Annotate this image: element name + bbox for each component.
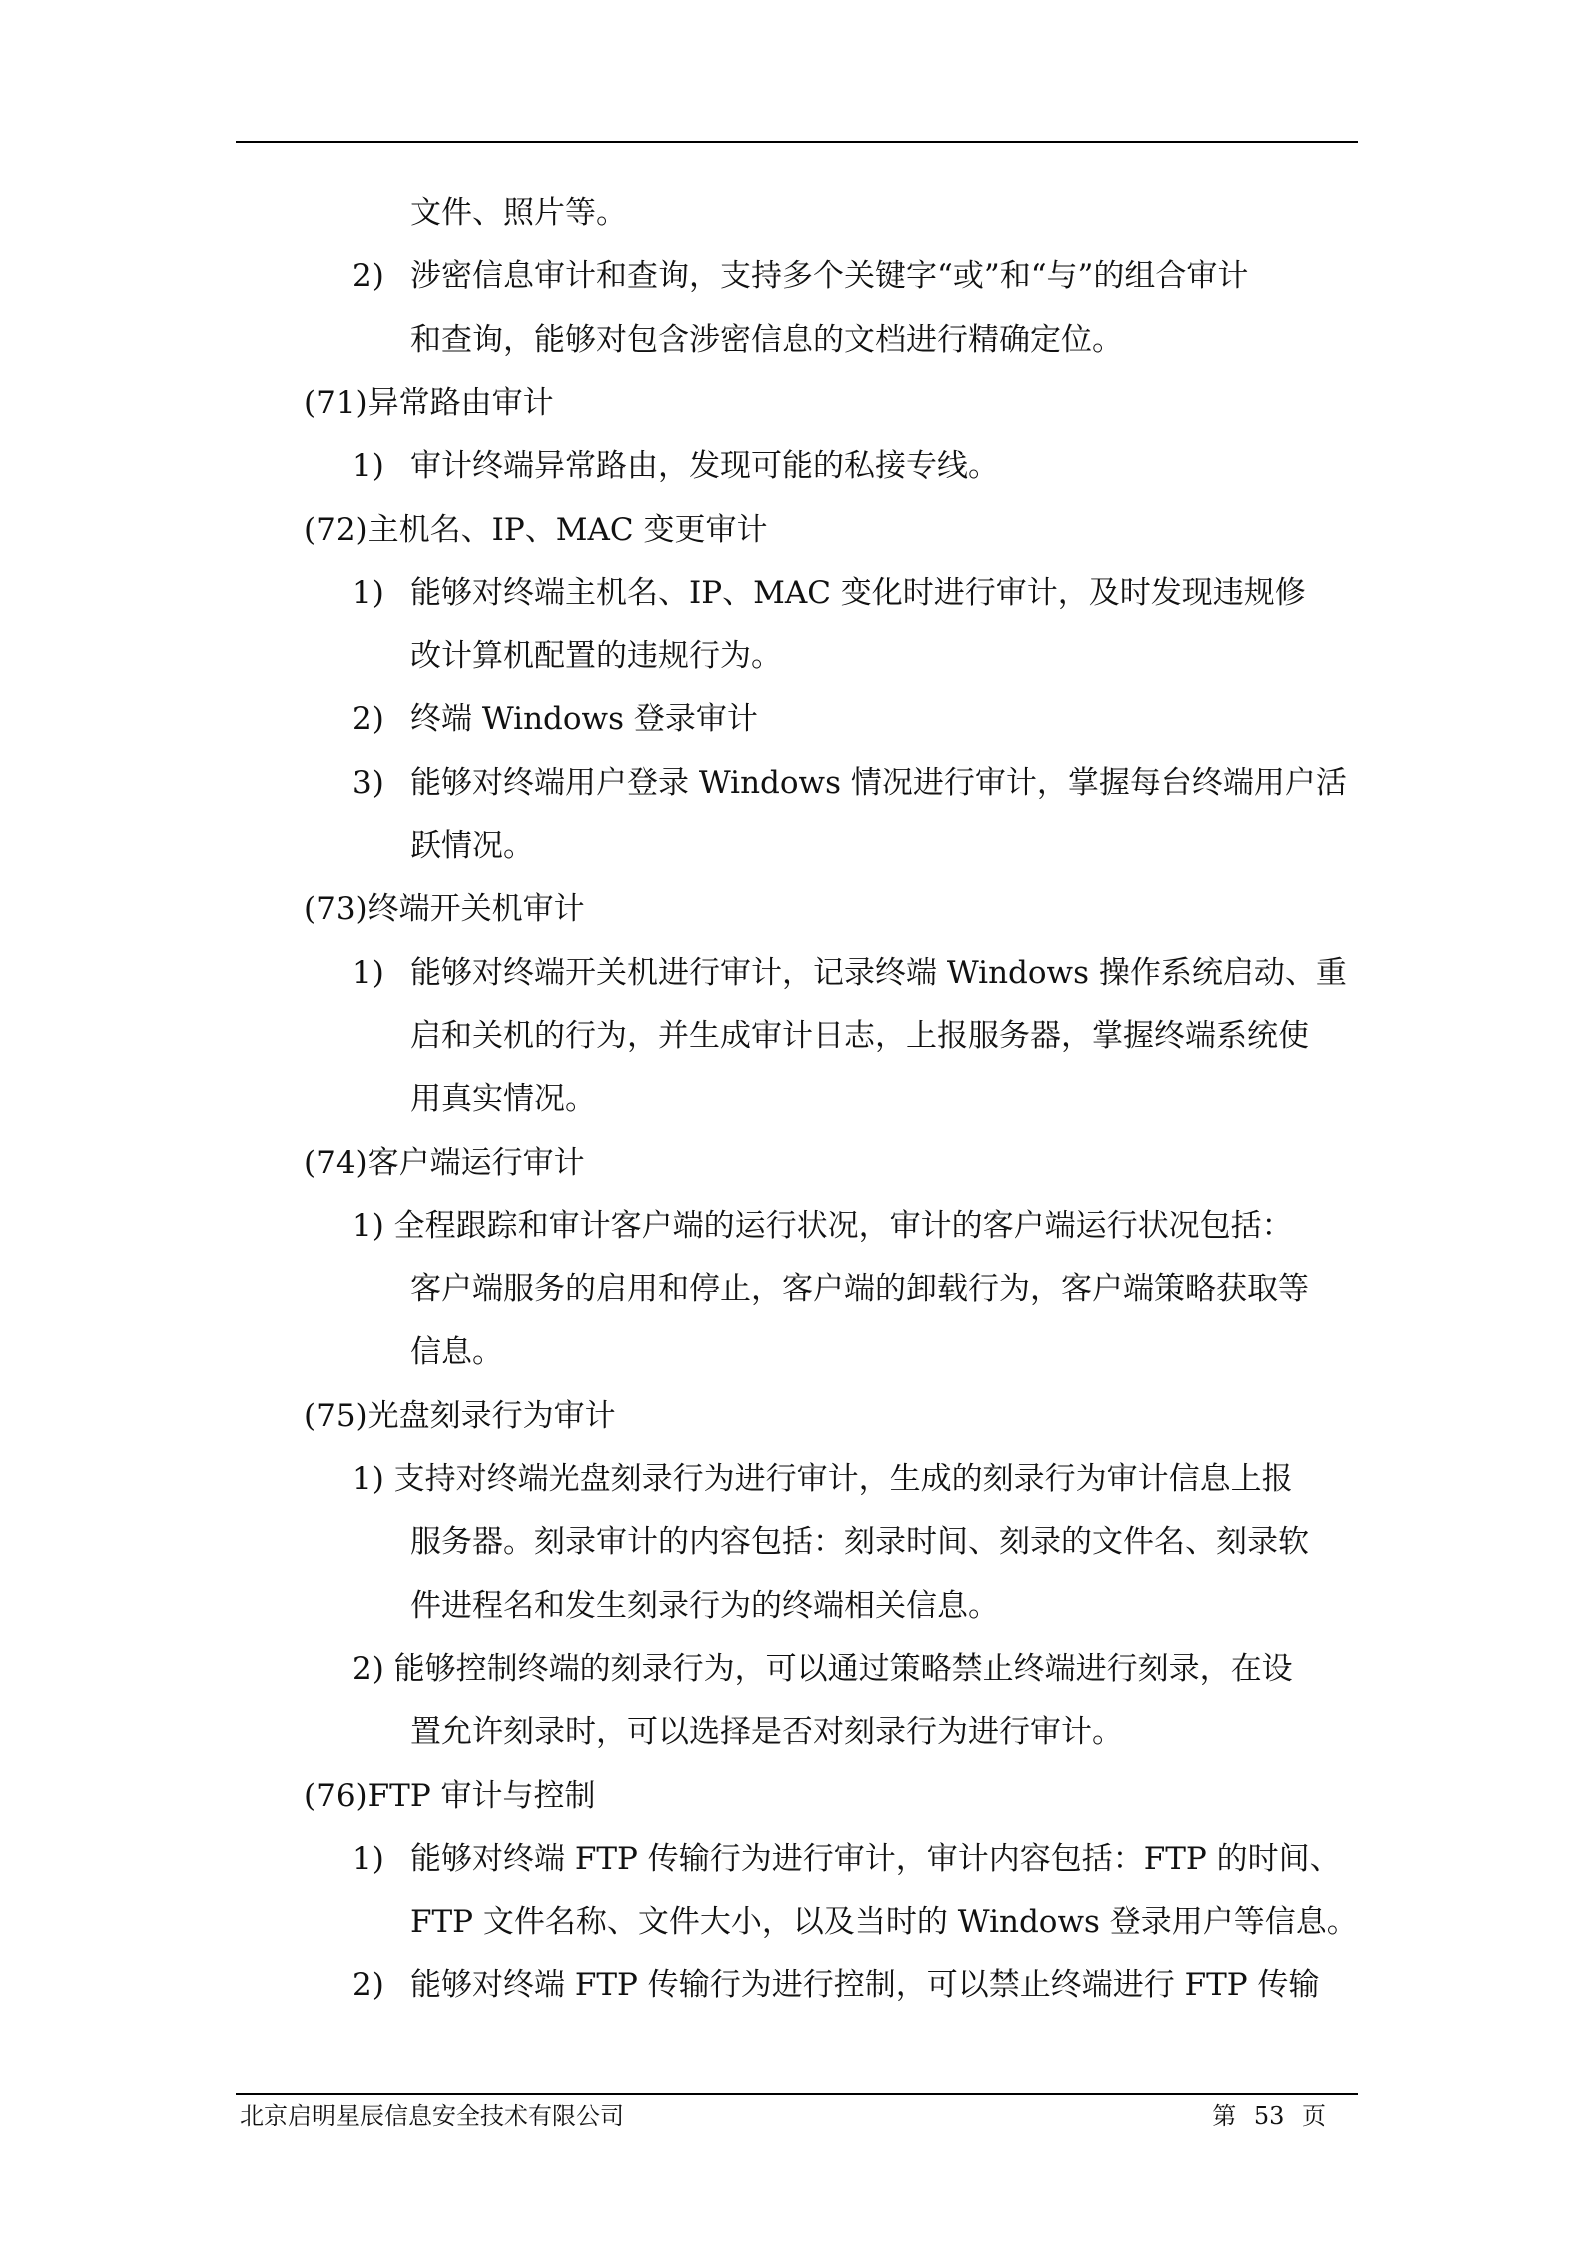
paragraph-continuation: 跃情况。 bbox=[410, 828, 534, 864]
paragraph-continuation: 置允许刻录时，可以选择是否对刻录行为进行审计。 bbox=[410, 1714, 1123, 1750]
footer-page-number: 第 53 页 bbox=[1212, 2102, 1326, 2130]
list-item-text: 审计终端异常路由，发现可能的私接专线。 bbox=[410, 448, 999, 484]
paragraph-continuation: 用真实情况。 bbox=[410, 1081, 596, 1117]
paragraph-continuation: 文件、照片等。 bbox=[410, 195, 627, 231]
list-item-number: 2) bbox=[352, 258, 384, 294]
paragraph-continuation: FTP 文件名称、文件大小，以及当时的 Windows 登录用户等信息。 bbox=[410, 1904, 1358, 1940]
section-heading: (73)终端开关机审计 bbox=[304, 891, 585, 927]
list-item-text: 终端 Windows 登录审计 bbox=[410, 701, 758, 737]
footer-rule bbox=[236, 2093, 1358, 2095]
list-item-text: 能够对终端主机名、IP、MAC 变化时进行审计，及时发现违规修 bbox=[410, 575, 1306, 611]
header-rule bbox=[236, 141, 1358, 143]
section-heading: (72)主机名、IP、MAC 变更审计 bbox=[304, 512, 768, 548]
paragraph-continuation: 启和关机的行为，并生成审计日志，上报服务器，掌握终端系统使 bbox=[410, 1018, 1309, 1054]
list-item-text: 涉密信息审计和查询，支持多个关键字“或”和“与”的组合审计 bbox=[410, 258, 1249, 294]
section-heading: (76)FTP 审计与控制 bbox=[304, 1778, 596, 1814]
paragraph-continuation: 信息。 bbox=[410, 1334, 503, 1370]
list-item-number: 1) bbox=[352, 448, 384, 484]
list-item-number: 1) bbox=[352, 955, 384, 991]
list-item-text: 能够对终端用户登录 Windows 情况进行审计，掌握每台终端用户活 bbox=[410, 765, 1347, 801]
list-item-text: 2) 能够控制终端的刻录行为，可以通过策略禁止终端进行刻录，在设 bbox=[352, 1651, 1293, 1687]
list-item-text: 能够对终端 FTP 传输行为进行控制，可以禁止终端进行 FTP 传输 bbox=[410, 1967, 1320, 2003]
list-item-text: 1) 支持对终端光盘刻录行为进行审计，生成的刻录行为审计信息上报 bbox=[352, 1461, 1293, 1497]
paragraph-continuation: 和查询，能够对包含涉密信息的文档进行精确定位。 bbox=[410, 322, 1123, 358]
list-item-number: 2) bbox=[352, 1967, 384, 2003]
list-item-number: 1) bbox=[352, 575, 384, 611]
list-item-number: 3) bbox=[352, 765, 384, 801]
list-item-number: 1) bbox=[352, 1841, 384, 1877]
paragraph-continuation: 客户端服务的启用和停止，客户端的卸载行为，客户端策略获取等 bbox=[410, 1271, 1309, 1307]
paragraph-continuation: 改计算机配置的违规行为。 bbox=[410, 638, 782, 674]
list-item-text: 能够对终端 FTP 传输行为进行审计，审计内容包括：FTP 的时间、 bbox=[410, 1841, 1341, 1877]
list-item-text: 1) 全程跟踪和审计客户端的运行状况，审计的客户端运行状况包括： bbox=[352, 1208, 1293, 1244]
paragraph-continuation: 服务器。刻录审计的内容包括：刻录时间、刻录的文件名、刻录软 bbox=[410, 1524, 1309, 1560]
list-item-number: 2) bbox=[352, 701, 384, 737]
list-item-text: 能够对终端开关机进行审计，记录终端 Windows 操作系统启动、重 bbox=[410, 955, 1347, 991]
section-heading: (75)光盘刻录行为审计 bbox=[304, 1398, 616, 1434]
footer-company: 北京启明星辰信息安全技术有限公司 bbox=[240, 2102, 624, 2130]
section-heading: (71)异常路由审计 bbox=[304, 385, 554, 421]
paragraph-continuation: 件进程名和发生刻录行为的终端相关信息。 bbox=[410, 1588, 999, 1624]
section-heading: (74)客户端运行审计 bbox=[304, 1145, 585, 1181]
